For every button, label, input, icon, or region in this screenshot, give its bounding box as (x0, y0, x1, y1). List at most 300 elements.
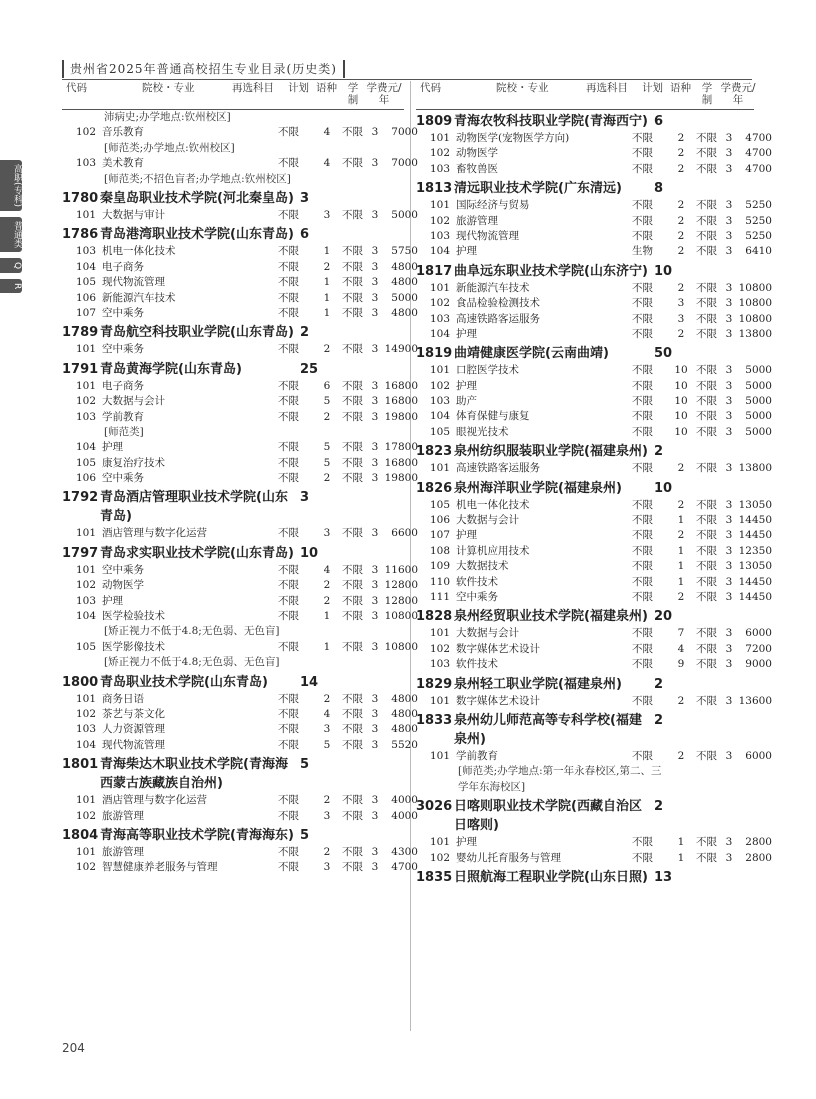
program-code: 101 (75, 209, 96, 221)
program-fee: 7200 (745, 642, 772, 655)
school-code: 1792 (62, 490, 99, 506)
program-row (416, 575, 772, 590)
school-heading (62, 360, 404, 379)
program-fee: 5000 (745, 395, 772, 408)
program-duration: 3 (371, 276, 379, 289)
program-subject: 不限 (278, 157, 299, 170)
program-plan: 1 (677, 560, 685, 573)
program-language: 不限 (342, 343, 363, 356)
program-code: 102 (429, 214, 450, 227)
program-language: 不限 (696, 410, 717, 423)
school-plan-total: 50 (654, 346, 673, 362)
program-plan: 10 (674, 425, 688, 438)
program-name: 空中乘务 (456, 590, 498, 603)
program-name: 学前教育 (456, 749, 498, 762)
program-fee: 14450 (738, 590, 772, 603)
program-language: 不限 (696, 514, 717, 527)
program-plan: 2 (677, 529, 685, 542)
program-row (416, 146, 772, 161)
program-name: 空中乘务 (102, 343, 144, 356)
program-subject: 不限 (632, 410, 653, 423)
program-plan: 10 (674, 410, 688, 423)
program-name: 现代物流管理 (102, 738, 165, 751)
school-heading (416, 797, 754, 835)
program-fee: 10800 (738, 281, 772, 294)
program-name: 旅游管理 (102, 809, 144, 822)
program-duration: 3 (371, 692, 379, 705)
school-plan-total: 6 (654, 114, 664, 129)
program-language: 不限 (696, 199, 717, 212)
program-row (416, 694, 772, 709)
program-subject: 不限 (278, 441, 299, 454)
program-name: 畜牧兽医 (456, 162, 498, 175)
program-subject: 不限 (278, 527, 299, 540)
program-language: 不限 (342, 527, 363, 540)
program-fee: 4800 (391, 708, 418, 721)
program-plan: 5 (323, 456, 331, 469)
program-row (62, 640, 418, 655)
program-code: 103 (75, 157, 96, 170)
program-name: 空中乘务 (102, 306, 144, 319)
program-fee: 5250 (745, 229, 772, 242)
program-code: 111 (429, 590, 450, 603)
program-language: 不限 (696, 694, 717, 707)
program-subject: 不限 (278, 343, 299, 356)
program-subject: 不限 (632, 379, 653, 392)
program-subject: 不限 (278, 276, 299, 289)
program-fee: 13600 (738, 694, 772, 707)
program-duration: 3 (725, 214, 733, 227)
program-code: 101 (429, 132, 450, 144)
program-language: 不限 (342, 594, 363, 607)
program-plan: 2 (323, 343, 331, 356)
school-code: 1780 (62, 191, 99, 206)
program-name: 计算机应用技术 (456, 544, 530, 557)
program-language: 不限 (342, 245, 363, 258)
program-row (416, 409, 772, 424)
school-name: 秦皇岛职业技术学院(河北秦皇岛) (100, 191, 294, 206)
program-subject: 不限 (632, 297, 653, 310)
program-subject: 不限 (632, 498, 653, 511)
program-name: 护理 (456, 245, 477, 258)
program-row (62, 291, 418, 306)
program-row (62, 456, 418, 471)
header-code: 代码 (420, 82, 441, 94)
program-plan: 9 (677, 658, 685, 671)
school-name: 青岛职业技术学院(山东青岛) (100, 674, 268, 690)
program-name: 护理 (456, 327, 477, 340)
program-language: 不限 (696, 544, 717, 557)
school-code: 1817 (416, 263, 453, 279)
program-duration: 3 (725, 642, 733, 655)
program-duration: 3 (371, 738, 379, 751)
right-column (416, 81, 772, 887)
program-note: [师范类;办学地点:第一年永春校区,第二、三学年东海校区] (458, 765, 662, 793)
program-name: 旅游管理 (456, 214, 498, 227)
program-fee: 4700 (745, 132, 772, 144)
program-subject: 不限 (632, 162, 653, 175)
program-name: 机电一体化技术 (456, 498, 530, 511)
program-name: 口腔医学技术 (456, 364, 519, 377)
school-name: 青岛航空科技职业学院(山东青岛) (100, 325, 294, 341)
school-name: 清远职业技术学院(广东清远) (454, 181, 622, 197)
program-plan: 1 (323, 291, 331, 304)
school-name: 曲阜远东职业技术学院(山东济宁) (454, 263, 648, 279)
program-language: 不限 (696, 658, 717, 671)
program-code: 101 (429, 694, 450, 707)
program-subject: 不限 (632, 199, 653, 212)
program-language: 不限 (696, 395, 717, 408)
program-code: 101 (75, 563, 96, 576)
program-language: 不限 (342, 861, 363, 874)
program-name: 大数据与会计 (456, 627, 519, 640)
program-code: 102 (75, 395, 96, 408)
school-heading (62, 488, 404, 526)
program-name: 国际经济与贸易 (456, 199, 530, 212)
program-name: 食品检验检测技术 (456, 297, 540, 310)
program-subject: 不限 (632, 229, 653, 242)
program-language: 不限 (342, 845, 363, 858)
program-language: 不限 (342, 610, 363, 623)
program-duration: 3 (725, 410, 733, 423)
school-code: 1786 (62, 227, 99, 243)
header-fee: 学费元/年 (366, 82, 402, 106)
program-name: 机电一体化技术 (102, 245, 176, 258)
program-language: 不限 (342, 456, 363, 469)
program-name: 电子商务 (102, 260, 144, 273)
program-duration: 3 (371, 809, 379, 822)
program-subject: 不限 (278, 395, 299, 408)
program-fee: 12800 (384, 594, 418, 607)
program-row (62, 306, 418, 321)
program-subject: 不限 (632, 658, 653, 671)
program-name: 大数据技术 (456, 560, 509, 573)
column-header (416, 81, 754, 110)
side-tab-letter-r: R (0, 279, 22, 293)
program-note: [师范类;不招色盲者;办学地点:钦州校区] (104, 172, 291, 185)
school-code: 1800 (62, 674, 99, 690)
school-code: 1829 (416, 676, 453, 692)
program-plan: 2 (323, 579, 331, 592)
program-subject: 不限 (632, 327, 653, 340)
school-plan-total: 20 (654, 609, 673, 625)
header-rule (62, 79, 752, 80)
program-code: 109 (429, 560, 450, 573)
program-name: 学前教育 (102, 410, 144, 423)
program-row (62, 156, 418, 171)
program-plan: 2 (677, 749, 685, 762)
school-name: 泉州轻工职业学院(福建泉州) (454, 676, 622, 692)
program-subject: 不限 (632, 395, 653, 408)
side-tab-category: 普通类 (0, 217, 22, 252)
header-program: 院校・专业 (496, 82, 549, 94)
program-code: 102 (75, 809, 96, 822)
program-plan: 2 (677, 162, 685, 175)
school-name: 青岛港湾职业技术学院(山东青岛) (100, 227, 294, 243)
left-column (62, 81, 418, 876)
program-row (62, 692, 418, 707)
program-language: 不限 (342, 692, 363, 705)
program-fee: 17800 (384, 441, 418, 454)
program-duration: 3 (725, 281, 733, 294)
program-language: 不限 (342, 472, 363, 485)
program-duration: 3 (725, 749, 733, 762)
program-language: 不限 (342, 708, 363, 721)
program-code: 101 (429, 749, 450, 762)
column-divider (410, 81, 411, 1031)
program-language: 不限 (342, 291, 363, 304)
program-subject: 不限 (278, 845, 299, 858)
school-name: 青海柴达木职业技术学院(青海海西蒙古族藏族自治州) (100, 757, 288, 792)
program-name: 康复治疗技术 (102, 456, 165, 469)
school-heading (416, 179, 754, 198)
program-subject: 不限 (632, 425, 653, 438)
program-row (416, 528, 772, 543)
program-note: [师范类] (104, 425, 144, 438)
program-duration: 3 (725, 229, 733, 242)
program-name: 高速铁路客运服务 (456, 462, 540, 475)
program-plan: 4 (323, 126, 331, 139)
program-subject: 不限 (278, 410, 299, 423)
program-language: 不限 (696, 498, 717, 511)
program-duration: 3 (371, 527, 379, 540)
school-code: 1791 (62, 361, 99, 377)
school-name: 泉州幼儿师范高等专科学校(福建泉州) (454, 712, 642, 747)
program-language: 不限 (696, 214, 717, 227)
program-name: 音乐教育 (102, 126, 144, 139)
school-heading (416, 479, 754, 498)
program-duration: 3 (371, 579, 379, 592)
program-name: 医学影像技术 (102, 640, 165, 653)
program-duration: 3 (371, 794, 379, 807)
program-duration: 3 (725, 297, 733, 310)
program-fee: 5000 (745, 425, 772, 438)
school-plan-total: 6 (300, 227, 310, 243)
program-row (62, 471, 418, 486)
program-language: 不限 (342, 157, 363, 170)
program-fee: 6000 (745, 627, 772, 640)
program-code: 103 (429, 658, 450, 671)
program-name: 茶艺与茶文化 (102, 708, 165, 721)
program-language: 不限 (696, 379, 717, 392)
program-language: 不限 (696, 147, 717, 160)
school-code: 1789 (62, 325, 99, 341)
program-fee: 4800 (391, 692, 418, 705)
program-fee: 6000 (745, 749, 772, 762)
program-name: 软件技术 (456, 575, 498, 588)
program-duration: 3 (725, 694, 733, 707)
program-code: 102 (75, 708, 96, 721)
program-name: 助产 (456, 395, 477, 408)
program-code: 104 (75, 610, 96, 623)
program-name: 婴幼儿托育服务与管理 (456, 851, 561, 864)
program-code: 101 (75, 343, 96, 356)
program-language: 不限 (342, 209, 363, 221)
program-plan: 1 (677, 544, 685, 557)
program-name: 动物医学 (102, 579, 144, 592)
program-note: [矫正视力不低于4.8;无色弱、无色盲] (104, 656, 280, 669)
header-fee: 学费元/年 (720, 82, 756, 106)
program-duration: 3 (725, 658, 733, 671)
school-code: 1813 (416, 181, 453, 197)
program-language: 不限 (696, 297, 717, 310)
program-subject: 不限 (278, 472, 299, 485)
program-name: 现代物流管理 (456, 229, 519, 242)
program-name: 数字媒体艺术设计 (456, 694, 540, 707)
program-row (62, 410, 418, 425)
program-duration: 3 (725, 514, 733, 527)
program-code: 103 (429, 312, 450, 325)
program-row (416, 657, 772, 672)
program-row (416, 461, 772, 476)
program-row (62, 563, 418, 578)
program-subject: 不限 (278, 794, 299, 807)
school-heading (62, 544, 404, 563)
program-duration: 3 (371, 456, 379, 469)
school-code: 3026 (416, 799, 453, 815)
program-duration: 3 (725, 851, 733, 864)
school-heading (416, 344, 754, 363)
program-name: 酒店管理与数字化运营 (102, 527, 207, 540)
program-duration: 3 (371, 845, 379, 858)
program-plan: 2 (323, 692, 331, 705)
program-subject: 不限 (278, 640, 299, 653)
program-code: 104 (429, 410, 450, 423)
program-subject: 不限 (632, 462, 653, 475)
program-fee: 5000 (745, 364, 772, 377)
program-row (416, 327, 772, 342)
program-duration: 3 (725, 162, 733, 175)
header-language: 语种 (316, 82, 337, 94)
program-row (416, 296, 772, 311)
program-fee: 4800 (391, 723, 418, 736)
program-language: 不限 (696, 245, 717, 258)
program-fee: 16800 (384, 379, 418, 392)
program-row (62, 578, 418, 593)
program-code: 107 (75, 306, 96, 319)
program-row (416, 363, 772, 378)
program-name: 酒店管理与数字化运营 (102, 794, 207, 807)
school-code: 1804 (62, 827, 99, 843)
program-fee: 16800 (384, 456, 418, 469)
program-subject: 不限 (278, 809, 299, 822)
program-row (62, 722, 418, 737)
program-fee: 13050 (738, 560, 772, 573)
program-language: 不限 (696, 281, 717, 294)
program-subject: 不限 (632, 642, 653, 655)
program-duration: 3 (725, 312, 733, 325)
program-subject: 不限 (632, 749, 653, 762)
program-duration: 3 (371, 723, 379, 736)
program-fee: 7000 (391, 157, 418, 170)
program-language: 不限 (696, 836, 717, 849)
program-fee: 10800 (738, 297, 772, 310)
program-duration: 3 (725, 425, 733, 438)
school-heading (416, 442, 754, 461)
program-plan: 2 (677, 245, 685, 258)
program-row (416, 214, 772, 229)
program-row (416, 281, 772, 296)
school-name: 青海农牧科技职业学院(青海西宁) (454, 114, 648, 129)
program-row (416, 590, 772, 605)
program-name: 动物医学 (456, 147, 498, 160)
program-code: 103 (75, 245, 96, 258)
program-code: 101 (75, 379, 96, 392)
program-code: 101 (429, 627, 450, 640)
program-code: 104 (75, 738, 96, 751)
program-fee: 5250 (745, 199, 772, 212)
program-plan: 2 (677, 327, 685, 340)
program-subject: 不限 (278, 260, 299, 273)
program-row (416, 162, 772, 177)
program-plan: 1 (323, 640, 331, 653)
program-duration: 3 (371, 343, 379, 356)
header-subject: 再选科目 (232, 82, 274, 94)
side-tab-letter-q: Q (0, 258, 22, 273)
program-fee: 2800 (745, 836, 772, 849)
school-code: 1823 (416, 444, 453, 460)
program-subject: 不限 (632, 529, 653, 542)
program-row (62, 379, 418, 394)
school-name: 青岛酒店管理职业技术学院(山东青岛) (100, 490, 288, 525)
school-heading (62, 225, 404, 244)
program-duration: 3 (371, 379, 379, 392)
school-heading (416, 868, 754, 887)
program-subject: 不限 (278, 291, 299, 304)
school-plan-total: 14 (300, 674, 319, 690)
program-note: [师范类;办学地点:钦州校区] (104, 141, 235, 154)
program-language: 不限 (696, 749, 717, 762)
program-row (416, 425, 772, 440)
program-plan: 2 (677, 199, 685, 212)
program-duration: 3 (371, 126, 379, 139)
program-language: 不限 (342, 579, 363, 592)
header-code: 代码 (66, 82, 87, 94)
program-plan: 3 (323, 861, 331, 874)
program-code: 104 (429, 245, 450, 258)
program-fee: 10800 (738, 312, 772, 325)
program-row (62, 244, 418, 259)
program-code: 101 (75, 794, 96, 807)
program-row (416, 394, 772, 409)
program-name: 商务日语 (102, 692, 144, 705)
program-language: 不限 (696, 627, 717, 640)
program-subject: 不限 (278, 456, 299, 469)
program-fee: 5000 (391, 209, 418, 221)
program-code: 103 (429, 229, 450, 242)
program-row (62, 260, 418, 275)
program-row (62, 594, 418, 609)
school-heading (62, 323, 404, 342)
program-name: 空中乘务 (102, 472, 144, 485)
program-code: 101 (429, 836, 450, 849)
program-subject: 不限 (632, 575, 653, 588)
program-language: 不限 (342, 809, 363, 822)
program-note: [矫正视力不低于4.8;无色弱、无色盲] (104, 625, 280, 638)
program-plan: 3 (677, 312, 685, 325)
program-row (416, 851, 772, 866)
program-plan: 2 (323, 410, 331, 423)
school-plan-total: 5 (300, 827, 310, 843)
school-heading (416, 607, 754, 626)
school-plan-total: 3 (300, 191, 310, 206)
program-language: 不限 (342, 738, 363, 751)
left-entries (62, 110, 418, 876)
program-language: 不限 (696, 529, 717, 542)
program-code: 103 (429, 395, 450, 408)
program-plan: 1 (677, 836, 685, 849)
program-fee: 11600 (384, 563, 418, 576)
